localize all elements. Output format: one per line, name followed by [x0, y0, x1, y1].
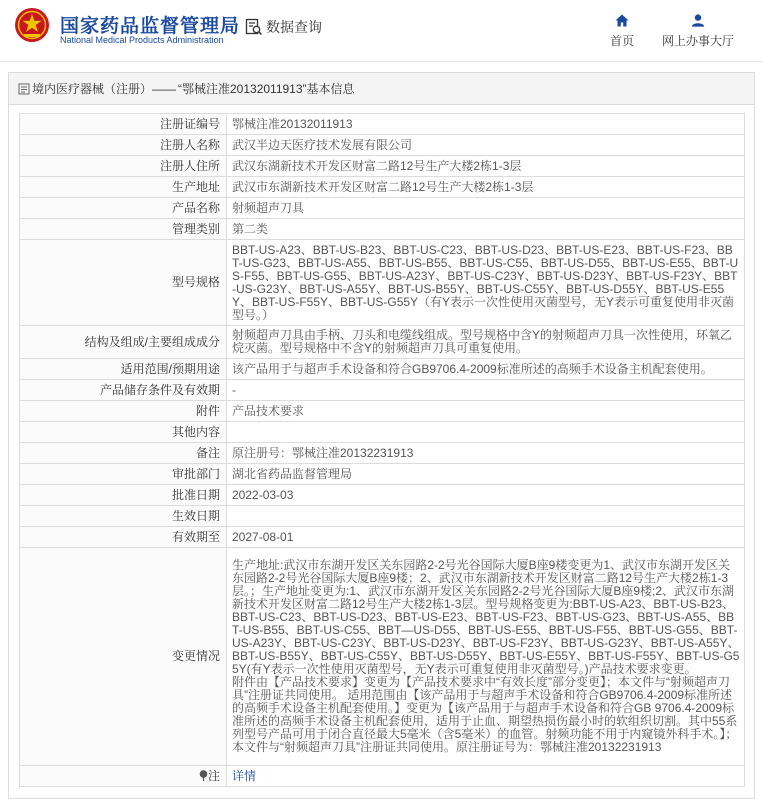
- nav-home-label: 首页: [609, 34, 634, 48]
- row-value: [227, 766, 745, 787]
- panel-header: [9, 73, 754, 105]
- row-label: 备注: [20, 443, 227, 464]
- row-label: 变更情况: [20, 548, 227, 766]
- row-value: BBT-US-A23、BBT-US-B23、BBT-US-C23、BBT-US-D23、BBT-US-E23、BBT-US-F23、BBT-US-G23、BBT-US-A55、BBT-US-B55、BBT-US-C55、BBT-US-D55、BBT-US-E55、BBT-US-F55、BBT-US-G55、BBT-US-A23Y、BBT-US-C23Y、BBT-US-D23Y、BBT-US-F23Y、BBT-US-G23Y、BBT-US-A55Y、BBT-US-B55Y、BBT-US-C55Y、BBT-US-D55Y、BBT-US-E55Y、BBT-US-F55Y、BBT-US-G55Y（有Y表示一次性使用灭菌型号，无Y表示可重复使用非灭菌型号。）: [227, 240, 745, 326]
- row-label: [20, 766, 227, 787]
- row-value: 鄂械注准20132011913: [227, 114, 745, 135]
- row-label: 注册人住所: [20, 156, 227, 177]
- row-label: 其他内容: [20, 422, 227, 443]
- details-link[interactable]: 详情: [232, 768, 257, 783]
- national-emblem-icon[interactable]: [14, 7, 50, 43]
- row-label: 产品名称: [20, 198, 227, 219]
- row-label: 产品储存条件及有效期: [20, 380, 227, 401]
- table-row: [20, 527, 745, 548]
- data-query-icon: [245, 18, 263, 36]
- detail-panel: [8, 72, 755, 799]
- site-title[interactable]: 国家药品监督管理局: [60, 16, 241, 37]
- table-row: [20, 326, 745, 359]
- row-label: 审批部门: [20, 464, 227, 485]
- row-value: 第二类: [227, 219, 745, 240]
- row-label: 附件: [20, 401, 227, 422]
- table-row: [20, 401, 745, 422]
- table-row: [20, 766, 745, 787]
- row-value: 武汉半边天医疗技术发展有限公司: [227, 135, 745, 156]
- row-value: 武汉市东湖新技术开发区财富二路12号生产大楼2栋1-3层: [227, 177, 745, 198]
- table-row: [20, 240, 745, 326]
- user-icon: [691, 14, 705, 27]
- site-header: [0, 0, 763, 62]
- row-label: 结构及组成/主要组成成分: [20, 326, 227, 359]
- nav-online-hall-label: 网上办事大厅: [661, 34, 734, 48]
- row-label: 生效日期: [20, 506, 227, 527]
- note-label: 注: [207, 768, 220, 783]
- table-row: [20, 464, 745, 485]
- row-value: [227, 506, 745, 527]
- row-value: [227, 422, 745, 443]
- table-row: [20, 114, 745, 135]
- data-query-label: 数据查询: [266, 19, 322, 35]
- site-subtitle: National Medical Products Administration: [60, 35, 224, 45]
- table-row: [20, 135, 745, 156]
- home-icon: [615, 14, 629, 27]
- row-value: 射频超声刀具由手柄、刀头和电缆线组成。型号规格中含Y的射频超声刀具一次性使用，环氧乙烷灭菌。型号规格中不含Y的射频超声刀具可重复使用。: [227, 326, 745, 359]
- row-label: 批准日期: [20, 485, 227, 506]
- table-row: [20, 219, 745, 240]
- row-value: 该产品用于与超声手术设备和符合GB9706.4-2009标准所述的高频手术设备主机配套使用。: [227, 359, 745, 380]
- row-value: 2027-08-01: [227, 527, 745, 548]
- table-row: [20, 443, 745, 464]
- row-value: 生产地址:武汉市东湖开发区关东园路2-2号光谷国际大厦B座9楼变更为1、武汉市东湖开发区关东园路2-2号光谷国际大厦B座9楼；2、武汉市东湖新技术开发区财富二路12号生产大楼2栋1-3层。；生产地址变更为:1、武汉市东湖开发区关东园路2-2号光谷国际大厦B座9楼;2、武汉市东湖新技术开发区财富二路12号生产大楼2栋1-3层。型号规格变更为:BBT-US-A23、BBT-US-B23、BBT-US-C23、BBT-US-D23、BBT-US-E23、BBT-US-F23、BBT-US-G23、BBT-US-A55、BBT-US-B55、BBT-US-C55、BBT—US-D55、BBT-US-E55、BBT-US-F55、BBT-US-G55、BBT-US-A23Y、BBT-US-C23Y、BBT-US-D23Y、BBT-US-F23Y、BBT-US-G23Y、BBT-US-A55Y、BBT-US-B55Y、BBT-US-C55Y、BBT-US-D55Y、BBT-US-E55Y、BBT-US-F55Y、BBT-US-G55Y(有Y表示一次性使用灭菌型号，无Y表示可重复使用非灭菌型号。)产品技术要求变更。 附件由【产品技术要求】变更为【产品技术要求中“有效长度”部分变更】；本文件与“射频超声刀具”注册证共同使用。 适用范围由【该产品用于与超声手术设备和符合GB9706.4-2009标准所述的高频手术设备主机配套使用。】变更为【该产品用于与超声手术设备和符合GB 9706.4-2009标准所述的高频手术设备主机配套使用，适用于止血、期望热损伤最小时的软组织切割。其中55系列型号产品可用于闭合直径最大5毫米（含5毫米）的血管。射频功能不用于内窥镜外科手术。】；本文件与“射频超声刀具”注册证共同使用。原注册证号为：鄂械注准20132231913: [227, 548, 745, 766]
- table-row: [20, 422, 745, 443]
- data-query-link[interactable]: [245, 17, 322, 37]
- row-label: 生产地址: [20, 177, 227, 198]
- row-value: 武汉东湖新技术开发区财富二路12号生产大楼2栋1-3层: [227, 156, 745, 177]
- table-row: [20, 359, 745, 380]
- page-title: “鄂械注准20132011913”基本信息: [178, 82, 355, 96]
- document-icon: [18, 83, 30, 95]
- table-row: [20, 506, 745, 527]
- row-label: 管理类别: [20, 219, 227, 240]
- breadcrumb[interactable]: 境内医疗器械（注册）——: [32, 82, 177, 96]
- row-value: 产品技术要求: [227, 401, 745, 422]
- row-value: -: [227, 380, 745, 401]
- row-value: 射频超声刀具: [227, 198, 745, 219]
- table-row: [20, 198, 745, 219]
- pin-icon: [199, 770, 208, 781]
- row-label: 适用范围/预期用途: [20, 359, 227, 380]
- row-value: 2022-03-03: [227, 485, 745, 506]
- nav-home[interactable]: [606, 14, 638, 49]
- table-row: [20, 548, 745, 766]
- info-table: [19, 113, 745, 787]
- row-label: 注册人名称: [20, 135, 227, 156]
- row-value: 湖北省药品监督管理局: [227, 464, 745, 485]
- table-row: [20, 156, 745, 177]
- row-value: 原注册号：鄂械注准20132231913: [227, 443, 745, 464]
- row-label: 型号规格: [20, 240, 227, 326]
- row-label: 有效期至: [20, 527, 227, 548]
- table-row: [20, 380, 745, 401]
- row-label: 注册证编号: [20, 114, 227, 135]
- table-row: [20, 485, 745, 506]
- table-row: [20, 177, 745, 198]
- nav-online-hall[interactable]: [660, 14, 736, 49]
